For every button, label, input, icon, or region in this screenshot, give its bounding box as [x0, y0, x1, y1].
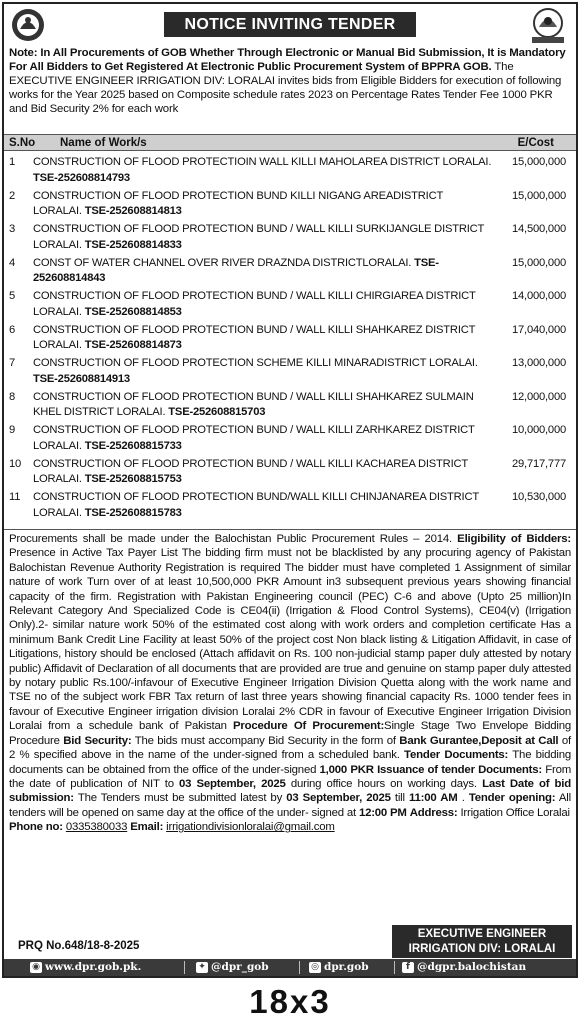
row-sno: 7	[9, 357, 16, 369]
row-tse-number: TSE-252608814873	[84, 339, 182, 351]
table-row	[4, 487, 576, 521]
row-tse-number: TSE-252608814813	[84, 205, 182, 217]
row-work-name: CONSTRUCTION OF FLOOD PROTECTIOIN WALL KILLI MAHOLAREA DISTRICT LORALAI.	[33, 156, 492, 168]
row-tse-number: TSE-252608815753	[84, 473, 182, 485]
opening-time: 12:00 PM	[358, 806, 407, 819]
signature-division: IRRIGATION DIV: LORALAI	[408, 943, 556, 955]
terms-text: during office hours on working days.	[285, 777, 483, 790]
row-cost: 17,040,000	[512, 323, 566, 336]
footer-facebook[interactable]	[402, 959, 526, 976]
row-cost: 14,000,000	[512, 290, 566, 302]
terms-text: The Tenders must be submitted latest by	[73, 792, 287, 805]
row-work-name: CONSTRUCTION OF FLOOD PROTECTION BUND / WALL KILLI SURKIJANGLE DISTRICT LORALAI.	[33, 223, 484, 251]
tender-documents-label: Tender Documents:	[404, 749, 509, 762]
intro-note: Note: In All Procurements of GOB Whether Through Electronic or Manual Bid Submission, It is Mandatory For All Bidders to Get Registered At Electronic Public Procurement System of BPPRA GOB.	[9, 47, 566, 73]
row-work	[33, 390, 493, 421]
footer-social-bar	[4, 959, 576, 976]
row-sno: 9	[9, 424, 16, 436]
footer-separator	[184, 961, 185, 974]
table-row	[4, 219, 576, 253]
footer-facebook-text: @dgpr.balochistan	[417, 961, 527, 973]
row-work	[33, 356, 493, 387]
header-work: Name of Work/s	[60, 137, 147, 149]
header-cost: E/Cost	[517, 137, 554, 149]
bid-security-label: Bid Security:	[63, 734, 132, 747]
row-sno: 3	[9, 223, 16, 235]
footer-web[interactable]	[30, 959, 141, 976]
signature-block	[392, 925, 572, 958]
row-sno: 2	[9, 189, 16, 202]
phone-label: Phone no:	[9, 821, 63, 834]
last-time: 11:00 AM	[409, 792, 458, 805]
gob-emblem-icon	[10, 7, 46, 43]
table-row	[4, 353, 576, 387]
row-cost: 13,000,000	[512, 357, 566, 369]
procedure-label: Procedure Of Procurement:	[233, 720, 385, 733]
row-tse-number: TSE-252608814843	[33, 256, 439, 284]
terms-text: From the date of publication of NIT to	[9, 763, 571, 790]
row-sno: 6	[9, 323, 16, 336]
footer-instagram[interactable]	[309, 959, 369, 976]
row-tse-number: TSE-252608815733	[84, 439, 182, 452]
terms-paragraph	[9, 532, 571, 835]
documents-fee: 1,000 PKR Issuance of tender Documents:	[319, 763, 542, 776]
row-work-name: CONSTRUCTION OF FLOOD PROTECTION SCHEME KILLI MINARADISTRICT LORALAI.	[33, 357, 478, 369]
row-sno: 1	[9, 156, 16, 168]
row-cost: 10,000,000	[512, 424, 566, 436]
table-row	[4, 454, 576, 488]
terms-text: .	[457, 792, 469, 805]
documents-date: 03 September, 2025	[179, 777, 286, 790]
row-work-name: CONSTRUCTION OF FLOOD PROTECTION BUND / WALL KILLI ZARHKAREZ DISTRICT LORALAI.	[33, 424, 475, 452]
row-work	[33, 155, 493, 186]
ad-size-label: 18x3	[249, 983, 331, 1020]
footer-instagram-text: dpr.gob	[324, 961, 369, 973]
signature-title: EXECUTIVE ENGINEER	[417, 928, 547, 940]
prq-number: PRQ No.648/18-8-2025	[18, 940, 140, 952]
row-work	[33, 490, 493, 521]
row-cost: 12,000,000	[512, 390, 566, 403]
row-cost: 15,000,000	[512, 156, 566, 168]
tender-opening-label: Tender opening:	[468, 792, 556, 805]
footer-separator	[299, 961, 300, 974]
eligibility-label: Eligibility of Bidders:	[457, 533, 571, 545]
instagram-icon: ◎	[309, 962, 321, 973]
row-work	[33, 323, 493, 354]
email-link[interactable]: irrigationdivisionloralai@gmail.com	[166, 821, 335, 834]
twitter-icon: ✦	[196, 962, 208, 973]
row-work-name: CONSTRUCTION OF FLOOD PROTECTION BUND/WALL KILLI CHINJANAREA DISTRICT LORALAI.	[33, 491, 479, 519]
address-text: Irrigation Office Loralai	[457, 806, 570, 819]
row-work	[33, 423, 493, 454]
intro-text: The EXECUTIVE ENGINEER IRRIGATION DIV: LORALAI invites bids from Eligible Bidders for execution of following works for the Year 2025 based on Composite schedule rates 2023 on Percentage Rates Tender Fee 1000 PKR and Bid Security 2% for each work	[9, 61, 562, 115]
security-form: Bank Gurantee,Deposit at Call	[399, 734, 559, 747]
works-table-header	[4, 134, 576, 151]
terms-text: till	[390, 792, 409, 805]
table-row	[4, 320, 576, 354]
row-cost: 15,000,000	[512, 256, 566, 269]
table-row	[4, 186, 576, 220]
footer-twitter[interactable]	[196, 959, 269, 976]
row-work	[33, 289, 493, 320]
row-work	[33, 457, 493, 488]
row-work	[33, 189, 493, 220]
row-cost: 14,500,000	[512, 223, 566, 235]
row-cost: 29,717,777	[512, 457, 566, 470]
globe-icon: ◉	[30, 962, 42, 973]
row-work-name: CONST OF WATER CHANNEL OVER RIVER DRAZNDA DISTRICTLORALAI.	[33, 256, 412, 269]
balochistan-emblem-icon	[526, 7, 570, 45]
table-row	[4, 286, 576, 320]
row-sno: 11	[9, 491, 21, 503]
row-sno: 10	[9, 457, 22, 470]
row-work-name: CONSTRUCTION OF FLOOD PROTECTION BUND KILLI NIGANG AREADISTRICT LORALAI.	[33, 189, 443, 217]
row-sno: 8	[9, 390, 16, 403]
header-sno: S.No	[9, 137, 36, 149]
terms-text: Single Stage Two Envelope Bidding Procedure	[9, 720, 572, 747]
row-work-name: CONSTRUCTION OF FLOOD PROTECTION BUND / WALL KILLI CHIRGIAREA DISTRICT LORALAI.	[33, 290, 476, 318]
row-work-name: CONSTRUCTION OF FLOOD PROTECTION BUND / WALL KILLI SHAHKAREZ SULMAIN KHEL DISTRICT LORALAI.	[33, 390, 474, 418]
address-label: Address:	[409, 806, 458, 819]
footer-twitter-text: @dpr_gob	[211, 961, 269, 973]
tender-notice	[2, 2, 578, 978]
row-work-name: CONSTRUCTION OF FLOOD PROTECTION BUND / WALL KILLI KACHAREA DISTRICT LORALAI.	[33, 457, 468, 485]
row-work-name: CONSTRUCTION OF FLOOD PROTECTION BUND / WALL KILLI SHAHKAREZ DISTRICT LORALAI.	[33, 323, 476, 351]
row-work	[33, 256, 493, 287]
table-row	[4, 420, 576, 454]
footer-separator	[394, 961, 395, 974]
terms-text: All tenders will be opened on same day at the office of the under- signed at	[9, 792, 571, 819]
works-table	[4, 152, 576, 521]
email-label: Email:	[130, 821, 164, 834]
last-date: 03 September, 2025	[286, 792, 391, 805]
row-tse-number: TSE-252608814913	[33, 372, 130, 385]
terms-text: The bidding documents can be obtained from the office of the under-signed	[9, 749, 572, 776]
row-tse-number: TSE-252608814853	[84, 305, 182, 318]
row-cost: 10,530,000	[512, 491, 566, 503]
terms-text: of 2 % specified above in the name of the under-signed from a scheduled bank.	[9, 734, 571, 762]
row-sno: 4	[9, 256, 16, 269]
terms-text: Presence in Active Tax Payer List The bidding firm must not be blacklisted by any procuring agency of Pakistan Balochistan Revenue Authority Registration is required The bidder must have completed 1 Assignment of similar nature of work Turn over of at least 10,500,000 PKR Amount in3 subsequent previous years showing financial capacity of the firm. Registration with Pakistan Engineering council (PEC) C-6 and above (Upto 25 million)In Relevant Category And Specialized Code is CE04(ii) (Irrigation & Flood Control Systems), CE04(v) (Irrigation Only).2- similar nature work 50% of the estimated cost along with work orders and completion certificate Has a minimum Bank Credit Line Facility at least 50% of the project cost Non black listing & Litigation Affidavit, in case of Litigations, history should be enclosed (Attach affidavit on Rs. 100 non-judicial stamp paper duly attested by notary public) Affidavit of Declaration of all documents that are provided are true and genuine on stamp paper duly attested by notary public Rs.100/-infavour of Executive Engineer Irrigation Division Quetta along with the work name and TSE no of the subject work FBR Tax return of last three years showing financial capacity Rs. 1000 tender fees in favour of Executive Engineer irrigation division Loralai 2% CDR in favour of Executive Engineer Irrigation Division Loralai from a schedule bank of Pakistan	[9, 547, 571, 733]
row-tse-number: TSE-252608814833	[84, 238, 182, 251]
table-row	[4, 152, 576, 186]
row-tse-number: TSE-252608815703	[168, 406, 266, 418]
terms-text: Procurements shall be made under the Balochistan Public Procurement Rules – 2014.	[9, 533, 458, 545]
footer-web-text: www.dpr.gob.pk.	[45, 961, 142, 973]
row-tse-number: TSE-252608815783	[84, 506, 182, 519]
row-sno: 5	[9, 290, 16, 302]
page-title: NOTICE INVITING TENDER	[164, 12, 416, 37]
last-date-label: Last Date of bid submission:	[9, 777, 572, 805]
facebook-icon: f	[402, 962, 414, 973]
row-cost: 15,000,000	[512, 189, 566, 202]
terms-text: The bids must accompany Bid Security in the form of	[131, 734, 400, 747]
table-row	[4, 253, 576, 287]
section-divider	[4, 529, 576, 530]
row-tse-number: TSE-252608814793	[33, 171, 130, 184]
notice-header	[4, 4, 576, 48]
table-row	[4, 387, 576, 421]
phone-link[interactable]: 0335380033	[65, 821, 128, 834]
intro-paragraph	[9, 46, 571, 116]
row-work	[33, 222, 493, 253]
